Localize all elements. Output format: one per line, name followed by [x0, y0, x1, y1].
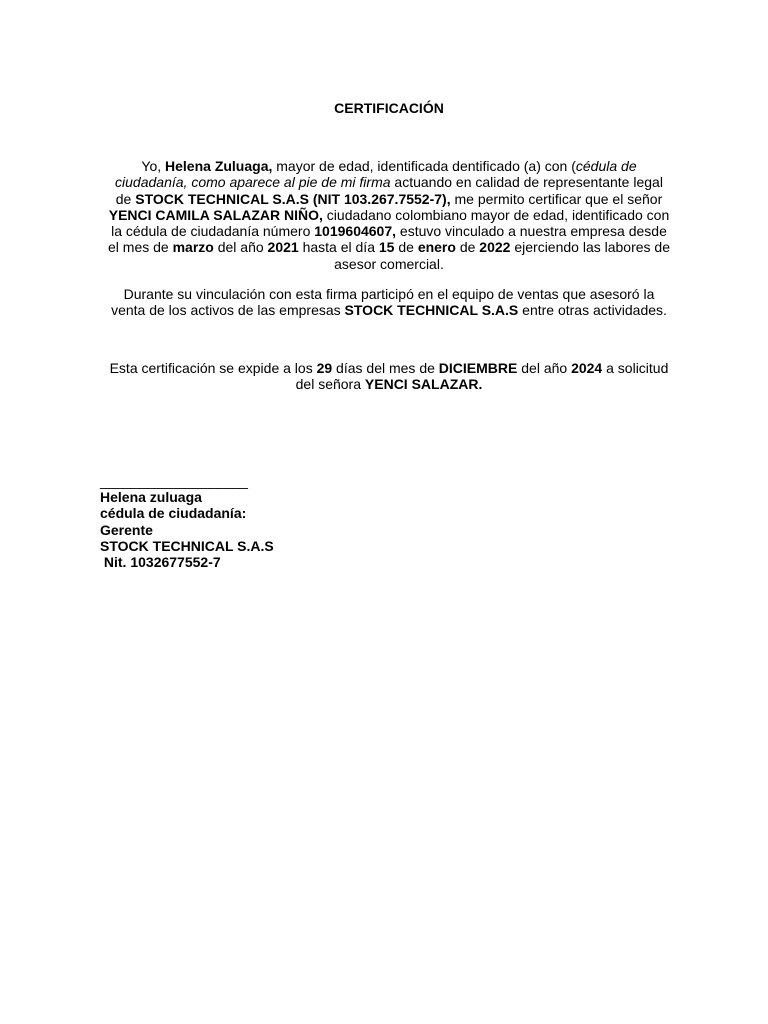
employee-id-number: 1019604607,: [314, 223, 397, 240]
issue-month: DICIEMBRE: [438, 360, 518, 376]
text-run: a solicitud del señora: [295, 360, 669, 393]
text-run: Esta certificación se expide a los: [109, 360, 317, 376]
signer-id-label: cédula de ciudadanía:: [100, 505, 247, 522]
text-run: entre otras actividades.: [518, 302, 667, 319]
signer-role: Gerente: [100, 521, 153, 538]
text-run: actuando en calidad de representante legal de: [115, 174, 663, 207]
id-note: cédula de ciudadanía, como aparece al pie de mi firma: [115, 158, 637, 191]
signer-company: STOCK TECHNICAL S.A.S: [100, 537, 274, 554]
text-run: de: [394, 239, 418, 256]
text-run: mayor de edad, identificada dentificado (a) con (: [272, 158, 576, 174]
end-day: 15: [378, 239, 395, 256]
signer-nit: Nit. 1032677552-7: [100, 554, 221, 571]
text-run: Yo,: [141, 158, 166, 174]
text-run: me permito certificar que el señor: [450, 190, 663, 207]
text-run: ciudadano colombiano mayor de edad, identificado con la cédula de ciudadanía número: [111, 206, 670, 240]
document-title: CERTIFICACIÓN: [334, 100, 444, 116]
signature-line: ___________________: [100, 473, 248, 489]
text-run: del año: [213, 239, 268, 256]
company-nit: STOCK TECHNICAL S.A.S (NIT 103.267.7552-7),: [135, 190, 451, 207]
end-year: 2022: [479, 239, 511, 256]
issuer-name: Helena Zuluaga,: [165, 158, 273, 174]
text-run: días del mes de: [332, 360, 439, 376]
start-year: 2021: [267, 239, 299, 256]
company-name: STOCK TECHNICAL S.A.S: [344, 302, 519, 319]
text-run: del año: [517, 360, 572, 376]
requester-name: YENCI SALAZAR.: [364, 376, 483, 393]
employee-name: YENCI CAMILA SALAZAR NIÑO,: [108, 206, 323, 223]
text-run: de: [455, 239, 480, 256]
signer-name: Helena zuluaga: [100, 489, 202, 506]
start-month: marzo: [172, 239, 214, 256]
text-run: hasta el día: [298, 239, 379, 256]
certification-paragraph: [108, 158, 670, 272]
activities-paragraph: [108, 286, 670, 319]
end-month: enero: [417, 239, 456, 256]
text-run: estuvo vinculado a nuestra empresa desde el mes de: [108, 223, 667, 256]
issue-year: 2024: [571, 360, 603, 376]
text-run: ejerciendo las labores de asesor comercial.: [334, 239, 670, 272]
signature-block: [100, 473, 274, 570]
text-run: Durante su vinculación con esta firma participó en el equipo de ventas que asesoró la venta de los activos de las empresas: [111, 286, 655, 319]
issuance-paragraph: [108, 360, 670, 393]
issue-day: 29: [316, 360, 333, 376]
